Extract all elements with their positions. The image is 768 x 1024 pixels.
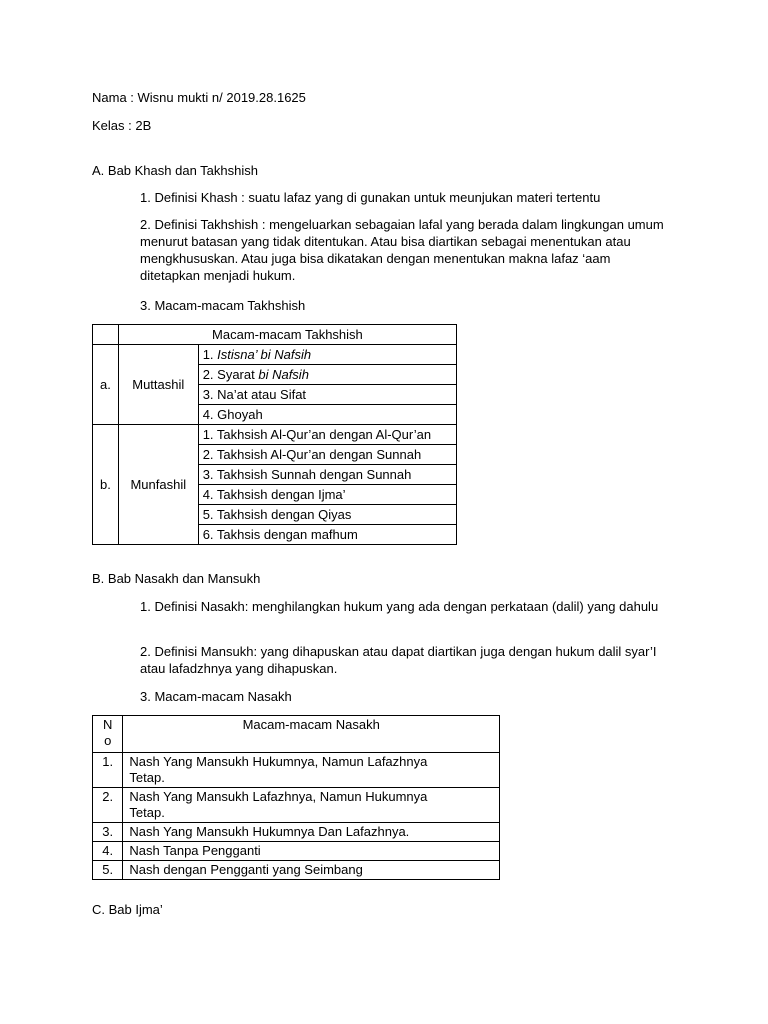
nasakh-type: Nash Yang Mansukh Hukumnya, Namun Lafazhnya Tetap.: [123, 753, 500, 788]
section-b-heading: B. Bab Nasakh dan Mansukh: [92, 571, 261, 586]
item-text: 1. Takhsish Al-Qur’an dengan Al-Qur’an: [202, 426, 432, 442]
takhshish-item: [198, 405, 456, 425]
group-name: Muttashil: [118, 345, 198, 425]
section-c-heading: C. Bab Ijma’: [92, 902, 163, 917]
table-header-row: [93, 325, 457, 345]
takhshish-item: [198, 425, 456, 445]
takhshish-table-header: Macam-macam Takhshish: [118, 325, 456, 345]
takhshish-item: [198, 385, 456, 405]
nasakh-type: Nash Tanpa Pengganti: [123, 842, 500, 861]
item-text: 1.: [202, 346, 218, 362]
takhshish-item: [198, 445, 456, 465]
takhshish-definition: 2. Definisi Takhshish : mengeluarkan sebagaian lafal yang berada dalam lingkungan umum menurut batasan yang tidak ditentukan. Atau bisa diartikan sebagai menentukan atau mengkhususkan. Atau juga bisa dikatakan dengan menentukan makna lafaz ‘aam ditetapkan menjadi hukum.: [140, 217, 664, 283]
nasakh-type: Nash dengan Pengganti yang Seimbang: [123, 861, 500, 880]
nasakh-table-header: Macam-macam Nasakh: [123, 716, 500, 753]
takhshish-item: [198, 345, 456, 365]
item-italic-text: Istisna’ bi Nafsih: [217, 346, 312, 362]
nasakh-type: Nash Yang Mansukh Lafazhnya, Namun Hukumnya Tetap.: [123, 788, 500, 823]
no-column-header: No: [93, 716, 123, 753]
nasakh-table: [92, 715, 500, 880]
table-cell: [93, 325, 119, 345]
table-row: [93, 823, 500, 842]
item-text: 3. Takhsish Sunnah dengan Sunnah: [202, 466, 412, 482]
khash-definition: 1. Definisi Khash : suatu lafaz yang di gunakan untuk meunjukan materi tertentu: [140, 190, 601, 205]
table-row: [93, 345, 457, 365]
item-text: 2. Takhsish Al-Qur’an dengan Sunnah: [202, 446, 422, 462]
item-text: 4. Takhsish dengan Ijma’: [202, 486, 346, 502]
takhshish-types-title: 3. Macam-macam Takhshish: [140, 298, 306, 313]
item-text: 4. Ghoyah: [202, 406, 263, 422]
item-text: 6. Takhsis dengan mafhum: [202, 526, 358, 542]
group-letter: b.: [93, 425, 119, 545]
takhshish-item: [198, 525, 456, 545]
row-number: 2.: [93, 788, 123, 823]
group-letter: a.: [93, 345, 119, 425]
takhshish-table: [92, 324, 457, 545]
takhshish-item: [198, 365, 456, 385]
row-number: 1.: [93, 753, 123, 788]
row-number: 4.: [93, 842, 123, 861]
item-text: 3. Na’at atau Sifat: [202, 386, 307, 402]
row-number: 3.: [93, 823, 123, 842]
takhshish-item: [198, 505, 456, 525]
group-name: Munfashil: [118, 425, 198, 545]
item-italic-text: bi Nafsih: [258, 366, 309, 382]
table-row: [93, 753, 500, 788]
row-number: 5.: [93, 861, 123, 880]
table-row: [93, 425, 457, 445]
takhshish-item: [198, 485, 456, 505]
nasakh-types-title: 3. Macam-macam Nasakh: [140, 689, 292, 704]
nasakh-definition: 1. Definisi Nasakh: menghilangkan hukum yang ada dengan perkataan (dalil) yang dahulu: [140, 599, 659, 614]
student-class: Kelas : 2B: [92, 118, 152, 133]
nasakh-type: Nash Yang Mansukh Hukumnya Dan Lafazhnya.: [123, 823, 500, 842]
mansukh-definition: 2. Definisi Mansukh: yang dihapuskan atau dapat diartikan juga dengan hukum dalil syar’I atau lafadzhnya yang dihapuskan.: [140, 644, 657, 676]
item-text: 2. Syarat: [202, 366, 259, 382]
student-name: Nama : Wisnu mukti n/ 2019.28.1625: [92, 90, 306, 105]
table-header-row: [93, 716, 500, 753]
table-row: [93, 842, 500, 861]
section-a-heading: A. Bab Khash dan Takhshish: [92, 163, 258, 178]
table-row: [93, 788, 500, 823]
item-text: 5. Takhsish dengan Qiyas: [202, 506, 352, 522]
table-row: [93, 861, 500, 880]
takhshish-item: [198, 465, 456, 485]
